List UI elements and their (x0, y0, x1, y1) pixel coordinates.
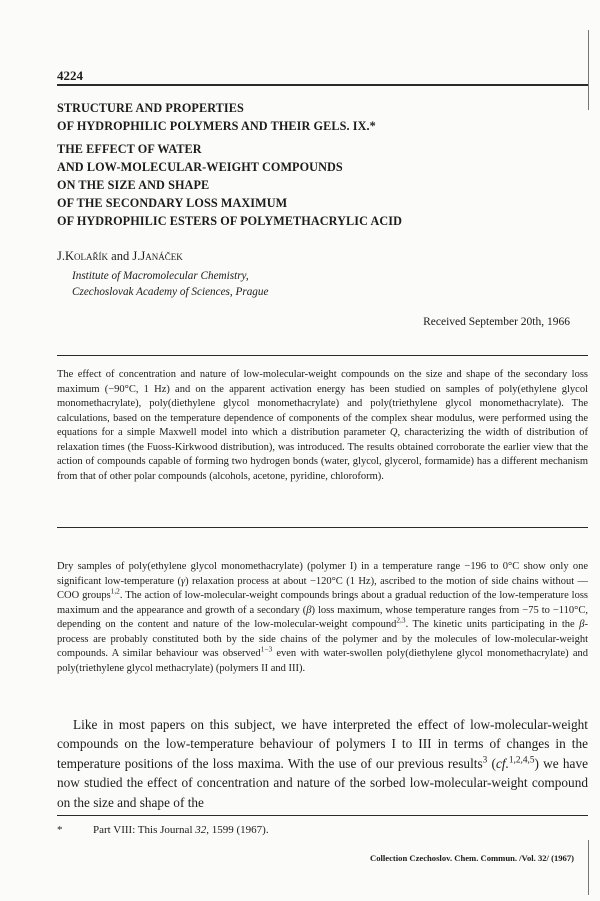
footnote-rule (57, 815, 588, 816)
subtitle-line: THE EFFECT OF WATER (57, 142, 202, 156)
subtitle-line: OF THE SECONDARY LOSS MAXIMUM (57, 196, 288, 210)
subtitle-line: OF HYDROPHILIC ESTERS OF POLYMETHACRYLIC ACID (57, 214, 403, 228)
subtitle-line: ON THE SIZE AND SHAPE (57, 178, 210, 192)
abstract: The effect of concentration and nature of low-molecular-weight compounds on the size and shape of the secondary loss maximum (−90°C, 1 Hz) and on the apparent activation energy has been studied on samples of poly(ethylene glycol monomethacrylate), poly(diethylene glycol monomethacrylate) and poly(triethylene glycol monomethacrylate). The calculations, based on the temperature dependence of components of the complex shear modulus, were performed using the equations for a simple Maxwell model into which a distribution parameter Q, characterizing the width of distribution of relaxation times (the Fuoss-Kirkwood distribution), was introduced. The results obtained corroborate the earlier view that the action of compounds capable of forming two hydrogen bonds (water, glycol, glycerol, formamide) has a different mechanism from that of other polar compounds (alcohols, acetone, pyridine, chloroform). (57, 369, 588, 482)
body-paragraph: Like in most papers on this subject, we have interpreted the effect of low-molecular-weight compounds on the low-temperature behaviour of polymers I to III in terms of changes in the temperature positions of the loss maxima. With the use of our previous results$^3$ (cf.$^{1,2,4,5}$) we have now studied the effect of concentration and nature of the sorbed low-molecular-weight compound on the size and shape of the (57, 717, 588, 810)
authors: J.Kolařík and J.Janáček (57, 249, 183, 263)
scan-edge-line (588, 840, 589, 895)
title-line: STRUCTURE AND PROPERTIES (57, 101, 244, 115)
abstract-top-rule (57, 355, 588, 356)
introduction-paragraph: Dry samples of poly(ethylene glycol monomethacrylate) (polymer I) in a temperature range −196 to 0°C show only one significant low-temperature (γ) relaxation process at about −120°C (1 Hz), ascribed to the motion of side chains without —COO groups$^{1,2}$. The action of low-molecular-weight compounds brings about a gradual reduction of the low-temperature loss maximum and the appearance and growth of a secondary (β) loss maximum, whose temperature ranges from −75 to −110°C, depending on the content and nature of the low-molecular-weight compound$^{2,3}$. The kinetic units participating in the β-process are probably constituted both by the side chains of the polymer and by the molecules of low-molecular-weight compounds. A similar behaviour was observed$^{1-3}$ even with water-swollen poly(diethylene glycol monomethacrylate) and poly(triethylene glycol methacrylate) (polymers II and III). (57, 561, 589, 674)
subtitle-line: AND LOW-MOLECULAR-WEIGHT COMPOUNDS (57, 160, 343, 174)
abstract-bottom-rule (57, 527, 588, 528)
journal-footer: Collection Czechoslov. Chem. Commun. /Vol. 32/ (1967) (369, 853, 574, 863)
author-name: Janáček (140, 249, 183, 263)
header-rule (57, 84, 588, 86)
page-number: 4224 (57, 68, 83, 83)
author-name: Kolařík (65, 249, 109, 263)
received-date: Received September 20th, 1966 (423, 316, 570, 328)
footnote: * Part VIII: This Journal 32, 1599 (1967). (57, 824, 269, 836)
scan-edge-line (588, 30, 589, 110)
title-line: OF HYDROPHILIC POLYMERS AND THEIR GELS. IX.* (57, 119, 376, 133)
affiliation: Institute of Macromolecular Chemistry, Czechoslovak Academy of Sciences, Prague (72, 270, 269, 298)
article-title (57, 99, 577, 230)
